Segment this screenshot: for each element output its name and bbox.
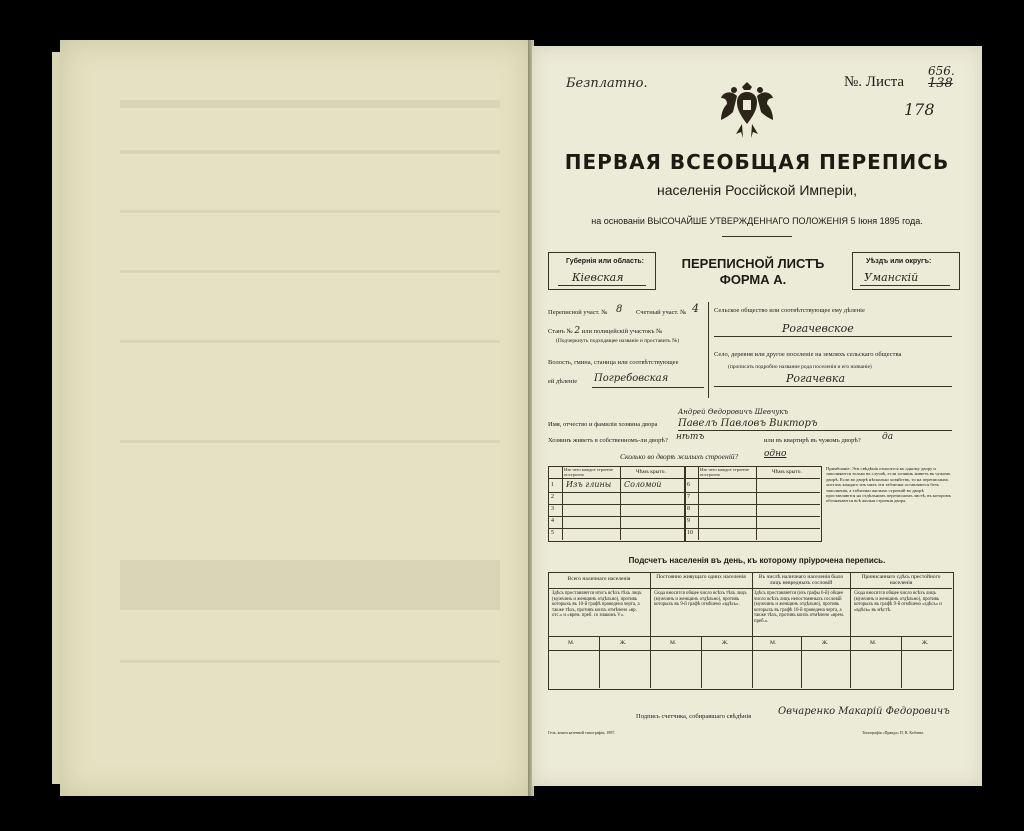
volost-value: Погребовская	[594, 373, 669, 384]
sex-female: Ж.	[822, 640, 829, 646]
census-district-label: Переписной участ. №	[548, 309, 608, 316]
society-label: Сельское общество или соотвѣтствующее ему дѣленіе	[714, 307, 865, 314]
row-number: 6	[687, 482, 690, 488]
row-roof: Соломой	[624, 480, 662, 489]
sex-female: Ж.	[620, 640, 627, 646]
village-note: (прописать подробно название рода поселенія и его названіе)	[728, 364, 872, 370]
imprint-right: Типографія «Правда» П. В. Кобзева.	[862, 730, 924, 735]
material-header-right: Изъ чего каждое строеніе построено	[700, 467, 749, 477]
population-col2-head: Постоянно живущаго одних населенія	[656, 574, 746, 580]
buildings-label: Сколько во дворѣ жилыхъ строеній?	[620, 452, 739, 461]
buildings-note: Примѣчаніе. Эти свѣдѣнія относятся къ одному двору и заполняются только въ случаѣ, если хозяинъ живетъ въ чужомъ дворѣ. Если во дворѣ нѣсколько хозяйствъ, то на переписныхъ листахъ каждаго изъ нихъ эти таблички оставляются безъ заполненія, а таблички жилыхъ строеній во дворѣ проставляются на отдѣльномъ переписномъ листѣ, въ которомъ обозначаются всѣ жилыя строенія двора.	[826, 466, 952, 504]
population-col1-head: Всего наличнаго населенія	[567, 576, 631, 582]
free-label: Безплатно.	[566, 76, 648, 91]
archive-number: 178	[904, 100, 935, 119]
sheet-number-crossed: 138	[928, 76, 953, 91]
own-house-label: Хозяинъ живетъ в собственномъ-ли дворѣ?	[548, 437, 668, 444]
volost-label-2: ей дѣленіе	[548, 378, 578, 385]
row-number: 7	[687, 494, 690, 500]
census-form-page	[532, 46, 982, 786]
volost-label: Волость, гмина, станица или соотвѣтствующее	[548, 359, 679, 366]
row-number: 5	[551, 530, 554, 536]
population-col3-desc: Здѣсь проставляется (изъ графы 6-й) общее число всѣхъ лицъ непостоянныхъ сословій (мужчинъ и женщинъ отдѣльно), противъ которыхъ въ графѣ 10-й проведена черта, а также тѣхъ, противъ коихъ отмѣчено «врем. преб.».	[754, 591, 844, 624]
own-house-value: нѣтъ	[676, 432, 705, 442]
sheet-title: ПЕРЕПИСНОЙ ЛИСТЪ	[681, 256, 825, 271]
buildings-value: одно	[764, 449, 787, 459]
sex-female: Ж.	[922, 640, 929, 646]
census-district-value: 8	[616, 304, 623, 315]
sheet-number-value: 656.	[928, 64, 955, 78]
population-col1-desc: Здѣсь проставляется итогъ всѣхъ тѣхъ лицъ (мужчинъ и женщинъ отдѣльно), противъ которыхъ въ 10-й графѣ проведена черта, а также тѣхъ, противъ коихъ отмѣчено «вр. отс.» и «врем. преб. со знакомъ V».	[552, 591, 642, 619]
population-table	[548, 572, 954, 690]
counting-district-value: 4	[692, 302, 699, 315]
district-label: Уѣздъ или округъ:	[866, 258, 932, 265]
sex-male: М.	[568, 640, 575, 646]
other-house-value: да	[882, 432, 894, 442]
owner-value: Павелъ Павловъ Викторъ	[678, 418, 818, 429]
district-value: Уманскій	[864, 271, 919, 284]
row-material: Изъ глины	[566, 480, 612, 489]
counting-district-label: Счетный участ. №	[636, 309, 687, 316]
signature-label: Подпись счетчика, собиравшаго свѣдѣнія	[636, 713, 752, 720]
sex-female: Ж.	[722, 640, 729, 646]
other-house-label: или въ квартирѣ въ чужомъ дворѣ?	[764, 437, 861, 444]
form-name: ФОРМА А.	[719, 272, 787, 287]
province-label: Губернія или область:	[566, 258, 645, 265]
owner-value-top: Андрей Ѳедоровичъ Шевчукъ	[678, 408, 789, 416]
province-value: Кіевская	[572, 271, 624, 284]
form-main-title: ПЕРВАЯ ВСЕОБЩАЯ ПЕРЕПИСЬ	[564, 150, 950, 174]
sheet-number-label: №. Листа	[844, 74, 905, 90]
stan-value: 2	[574, 326, 581, 336]
double-headed-eagle-emblem	[718, 80, 776, 142]
row-number: 1	[551, 482, 554, 488]
society-value: Рогачевское	[782, 322, 854, 335]
village-value: Рогачевка	[786, 372, 846, 385]
population-col4-desc: Сюда вносится общее число всѣхъ лицъ (мужчинъ и женщинъ отдѣльно), противъ которыхъ въ графѣ 9-й отмѣчено «здѣсь» и «вдѣсь» въ мѣстѣ.	[854, 591, 942, 613]
row-number: 9	[687, 518, 690, 524]
sex-male: М.	[670, 640, 677, 646]
row-number: 4	[551, 518, 554, 524]
population-col2-desc: Сюда вносится общее число всѣхъ тѣхъ лицъ (мужчинъ и женщинъ отдѣльно), противъ которыхъ въ 9-й графѣ отмѣчено «вдѣсь».	[654, 591, 747, 608]
sex-male: М.	[870, 640, 877, 646]
stan-note: (Подчеркнуть подходящее названіе и проставить №)	[556, 338, 680, 344]
form-basis-line: на основаніи ВЫСОЧАЙШЕ УТВЕРЖДЕННАГО ПОЛОЖЕНІЯ 5 Іюня 1895 года.	[591, 216, 923, 226]
owner-label: Имя, отчество и фамилія хозяина двора	[548, 421, 658, 428]
material-header-left: Изъ чего каждое строеніе построено	[564, 467, 613, 477]
roof-header-right: Чѣмъ крыто.	[772, 469, 802, 475]
row-number: 2	[551, 494, 554, 500]
roof-header-left: Чѣмъ крыто.	[636, 469, 666, 475]
population-title: Подсчетъ населенія въ день, къ которому пріурочена перепись.	[628, 556, 886, 565]
population-col4-head: Принисаннаго сдѣсь престойного населенія	[861, 574, 941, 586]
form-subtitle: населенія Россійской Имперіи,	[657, 182, 857, 198]
stan-label: Станъ № 2 или полицейскій участокъ №	[548, 326, 663, 336]
village-label: Село, деревня или другое поселеніе на земляхъ сельскаго общества	[714, 351, 902, 358]
row-number: 3	[551, 506, 554, 512]
imprint-left: Гель. книги казенной типографіи, 1897.	[548, 730, 616, 735]
population-col3-head: Въ числѣ наличнаго населенія было лицъ невредныхъ сословій	[758, 574, 844, 586]
row-number: 8	[687, 506, 690, 512]
sex-male: М.	[770, 640, 777, 646]
row-number: 10	[687, 530, 693, 536]
signature-value: Овчаренко Макарій Федоровичъ	[778, 706, 950, 717]
title-divider	[722, 236, 792, 237]
left-page	[60, 40, 530, 796]
